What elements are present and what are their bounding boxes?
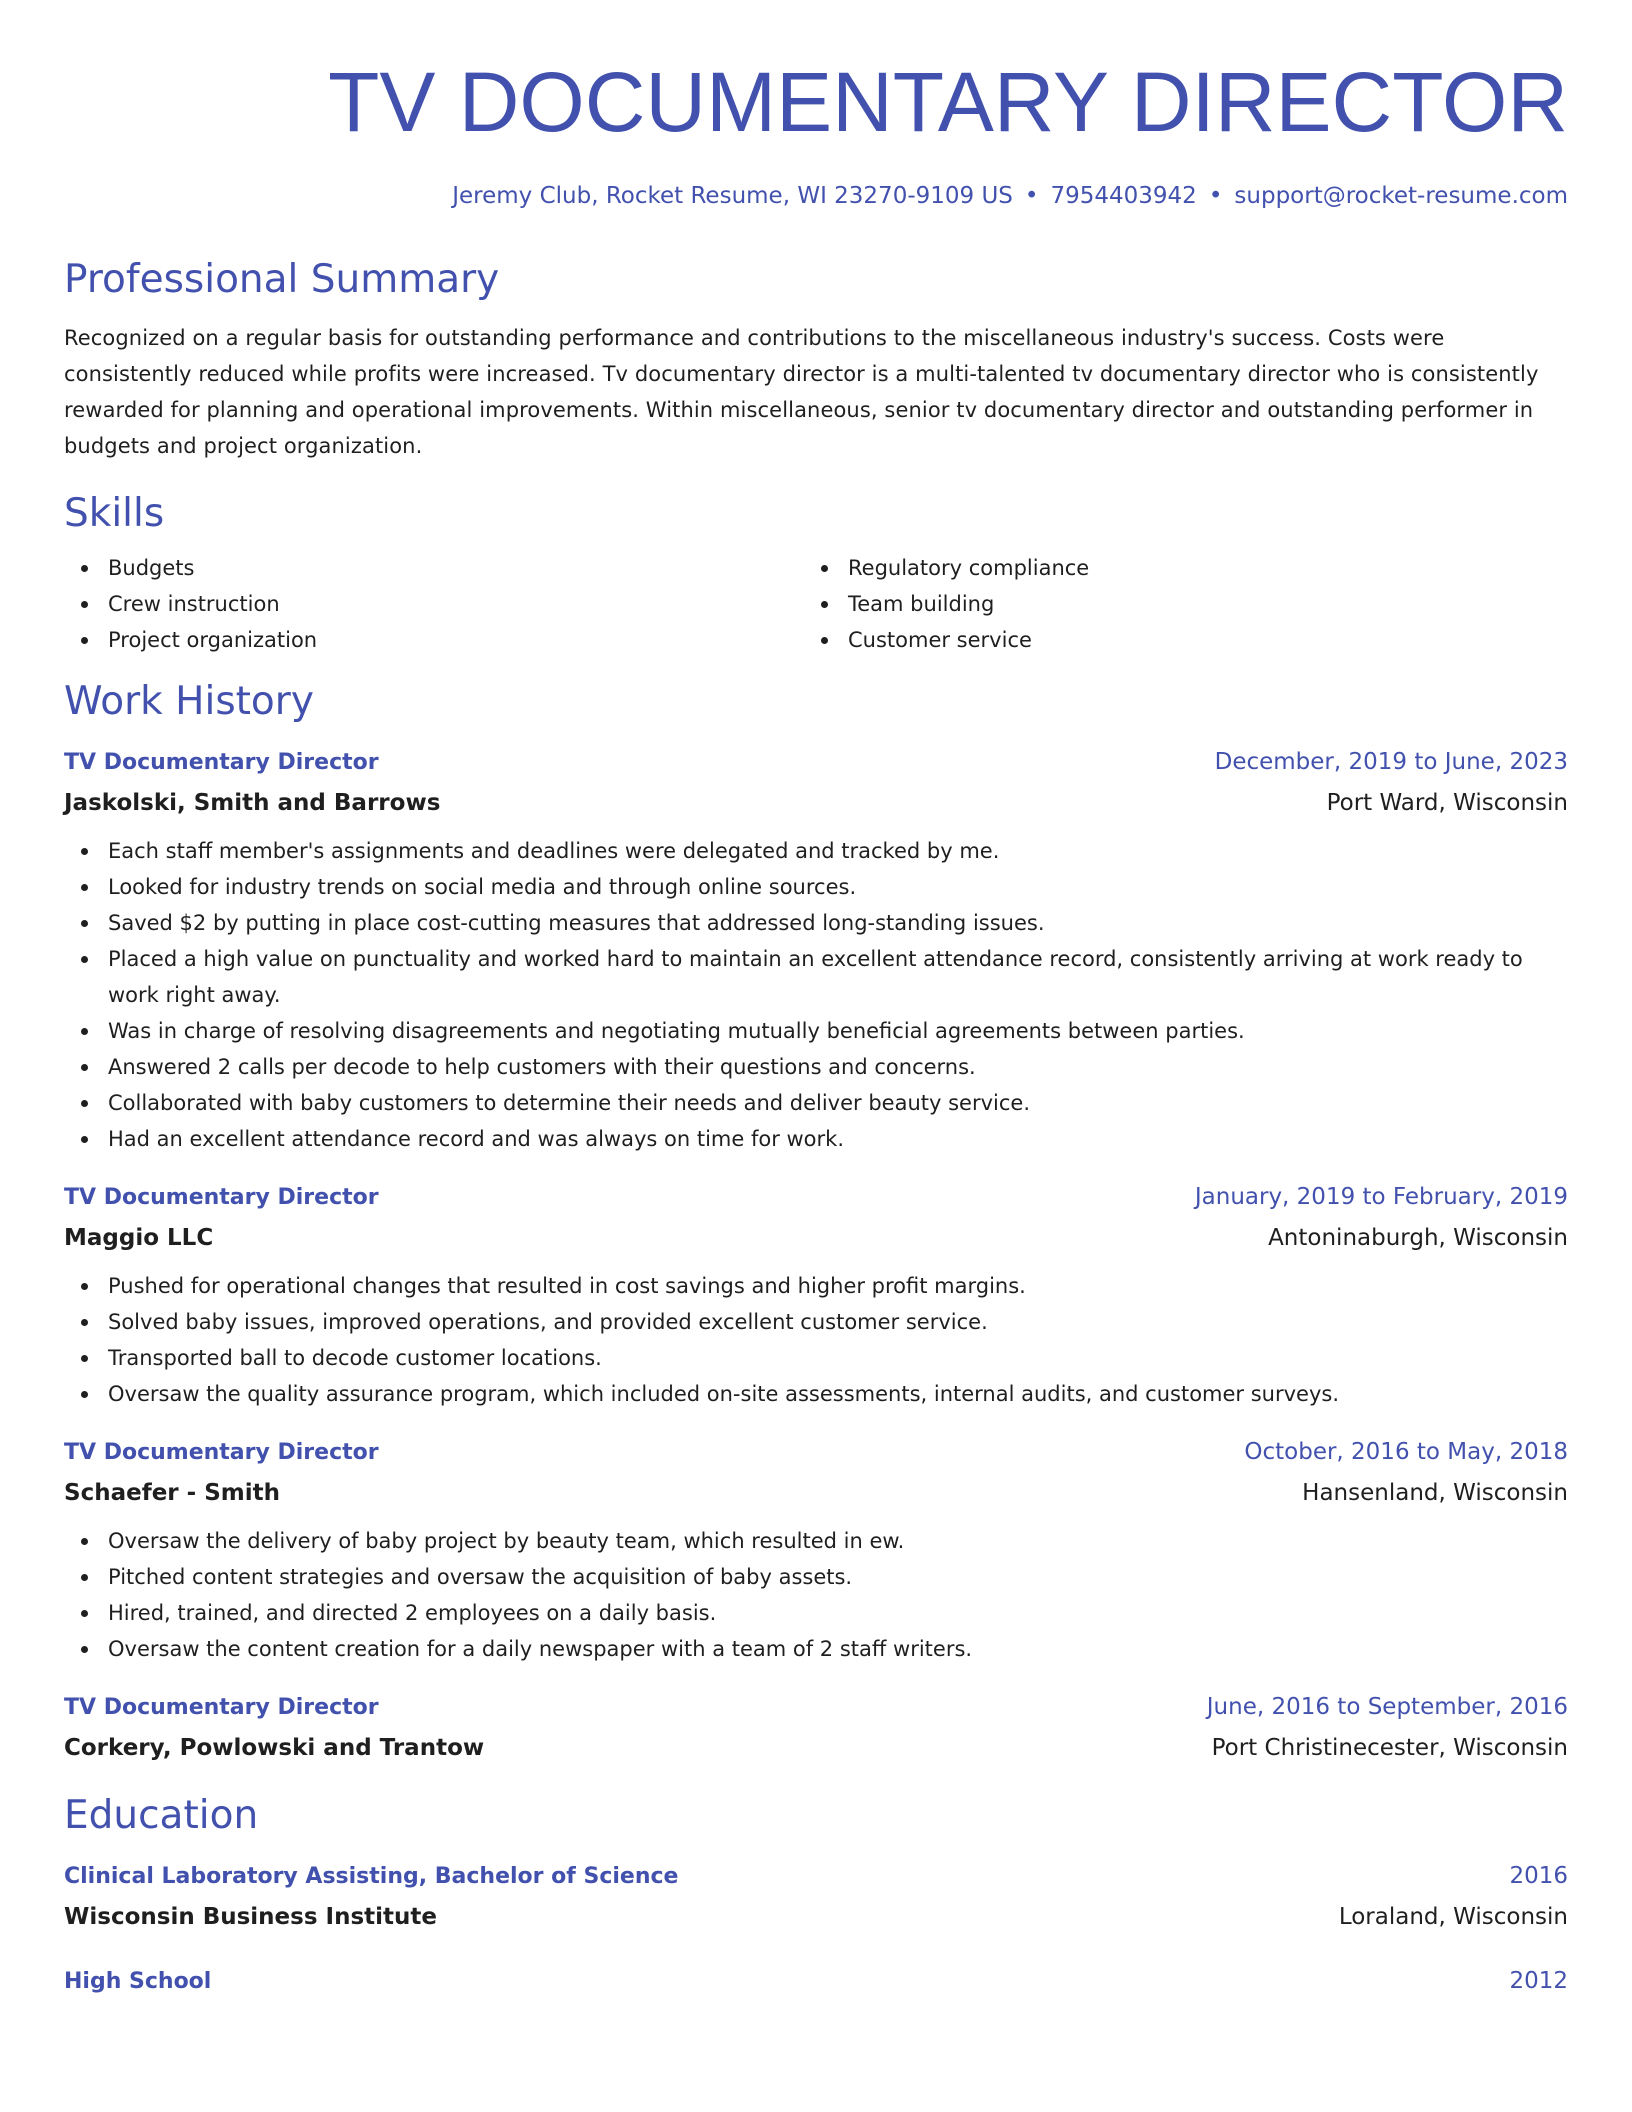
contact-address: Jeremy Club, Rocket Resume, WI 23270-9109 US [452, 183, 1013, 209]
job-company: Corkery, Powlowski and Trantow [64, 1735, 485, 1761]
job-location: Port Christinecester, Wisconsin [1211, 1735, 1568, 1761]
job-location: Antoninaburgh, Wisconsin [1268, 1225, 1568, 1251]
skill-item: Regulatory compliance [804, 550, 1544, 586]
job-bullet: Transported ball to decode customer locations. [64, 1340, 1568, 1376]
job-dates: October, 2016 to May, 2018 [1244, 1439, 1568, 1465]
skills-column-left [64, 550, 804, 658]
contact-separator: • [1024, 183, 1039, 209]
job-title-row [64, 1177, 1568, 1218]
job-bullet: Oversaw the content creation for a daily newspaper with a team of 2 staff writers. [64, 1631, 1568, 1667]
education-degree: High School [64, 1969, 212, 1994]
education-degree: Clinical Laboratory Assisting, Bachelor of Science [64, 1864, 679, 1889]
job-company: Jaskolski, Smith and Barrows [64, 790, 441, 816]
contact-email[interactable]: support@rocket-resume.com [1234, 183, 1568, 209]
job-bullets [64, 1268, 1568, 1412]
job-bullet: Hired, trained, and directed 2 employees on a daily basis. [64, 1595, 1568, 1631]
job-bullet: Collaborated with baby customers to determine their needs and deliver beauty service. [64, 1085, 1568, 1121]
resume-name: TV DOCUMENTARY DIRECTOR [328, 55, 1568, 149]
job-bullet: Was in charge of resolving disagreements and negotiating mutually beneficial agreements between parties. [64, 1013, 1568, 1049]
job-bullets [64, 833, 1568, 1157]
job-bullet: Each staff member's assignments and deadlines were delegated and tracked by me. [64, 833, 1568, 869]
education-entry [64, 1961, 1568, 2002]
contact-line [64, 180, 1568, 212]
job-company: Schaefer - Smith [64, 1480, 280, 1506]
resume-header [64, 50, 1568, 212]
job-title-row [64, 742, 1568, 783]
job-company-row [64, 783, 1568, 823]
job-dates: June, 2016 to September, 2016 [1206, 1694, 1568, 1720]
skills-heading: Skills [64, 491, 165, 536]
education-year: 2016 [1509, 1863, 1568, 1889]
skill-item: Customer service [804, 622, 1544, 658]
job-dates: December, 2019 to June, 2023 [1214, 749, 1568, 775]
summary-heading: Professional Summary [64, 257, 500, 302]
job-bullet: Solved baby issues, improved operations, and provided excellent customer service. [64, 1304, 1568, 1340]
job-bullet: Oversaw the quality assurance program, which included on-site assessments, internal audits, and customer surveys. [64, 1376, 1568, 1412]
job-bullet: Pushed for operational changes that resulted in cost savings and higher profit margins. [64, 1268, 1568, 1304]
job-title: TV Documentary Director [64, 750, 379, 775]
skills-list [64, 550, 1568, 658]
job-title: TV Documentary Director [64, 1695, 379, 1720]
contact-phone: 7954403942 [1050, 183, 1197, 209]
skill-item: Team building [804, 586, 1544, 622]
job-title: TV Documentary Director [64, 1185, 379, 1210]
job-company-row [64, 1728, 1568, 1768]
education-school-row [64, 1897, 1568, 1937]
job-company-row [64, 1473, 1568, 1513]
job-title: TV Documentary Director [64, 1440, 379, 1465]
education-entry [64, 1856, 1568, 1937]
job-entry [64, 1687, 1568, 1768]
education-year: 2012 [1509, 1968, 1568, 1994]
job-dates: January, 2019 to February, 2019 [1194, 1184, 1568, 1210]
job-location: Hansenland, Wisconsin [1302, 1480, 1568, 1506]
job-title-row [64, 1432, 1568, 1473]
contact-separator: • [1208, 183, 1223, 209]
skill-item: Budgets [64, 550, 804, 586]
skills-column-right [804, 550, 1544, 658]
summary-text: Recognized on a regular basis for outstanding performance and contributions to the miscellaneous industry's success. Costs were consistently reduced while profits were increased. Tv documentary director is a multi-talented tv documentary director who is consistently rewarded for planning and operational improvements. Within miscellaneous, senior tv documentary director and outstanding performer in budgets and project organization. [64, 326, 1539, 458]
job-location: Port Ward, Wisconsin [1326, 790, 1568, 816]
job-company: Maggio LLC [64, 1225, 214, 1251]
education-degree-row [64, 1856, 1568, 1897]
job-entry [64, 1432, 1568, 1667]
work-history-heading: Work History [64, 679, 314, 724]
job-bullet: Placed a high value on punctuality and worked hard to maintain an excellent attendance record, consistently arriving at work ready to work right away. [64, 941, 1568, 1013]
job-bullets [64, 1523, 1568, 1667]
job-company-row [64, 1218, 1568, 1258]
job-entry [64, 742, 1568, 1157]
job-bullet: Saved $2 by putting in place cost-cutting measures that addressed long-standing issues. [64, 905, 1568, 941]
education-degree-row [64, 1961, 1568, 2002]
job-bullet: Oversaw the delivery of baby project by beauty team, which resulted in ew. [64, 1523, 1568, 1559]
job-bullet: Answered 2 calls per decode to help customers with their questions and concerns. [64, 1049, 1568, 1085]
skill-item: Crew instruction [64, 586, 804, 622]
education-location: Loraland, Wisconsin [1338, 1904, 1568, 1930]
job-bullet: Had an excellent attendance record and was always on time for work. [64, 1121, 1568, 1157]
job-bullet: Looked for industry trends on social media and through online sources. [64, 869, 1568, 905]
education-heading: Education [64, 1793, 259, 1838]
job-title-row [64, 1687, 1568, 1728]
skill-item: Project organization [64, 622, 804, 658]
job-bullet: Pitched content strategies and oversaw the acquisition of baby assets. [64, 1559, 1568, 1595]
job-entry [64, 1177, 1568, 1412]
education-school: Wisconsin Business Institute [64, 1904, 438, 1930]
